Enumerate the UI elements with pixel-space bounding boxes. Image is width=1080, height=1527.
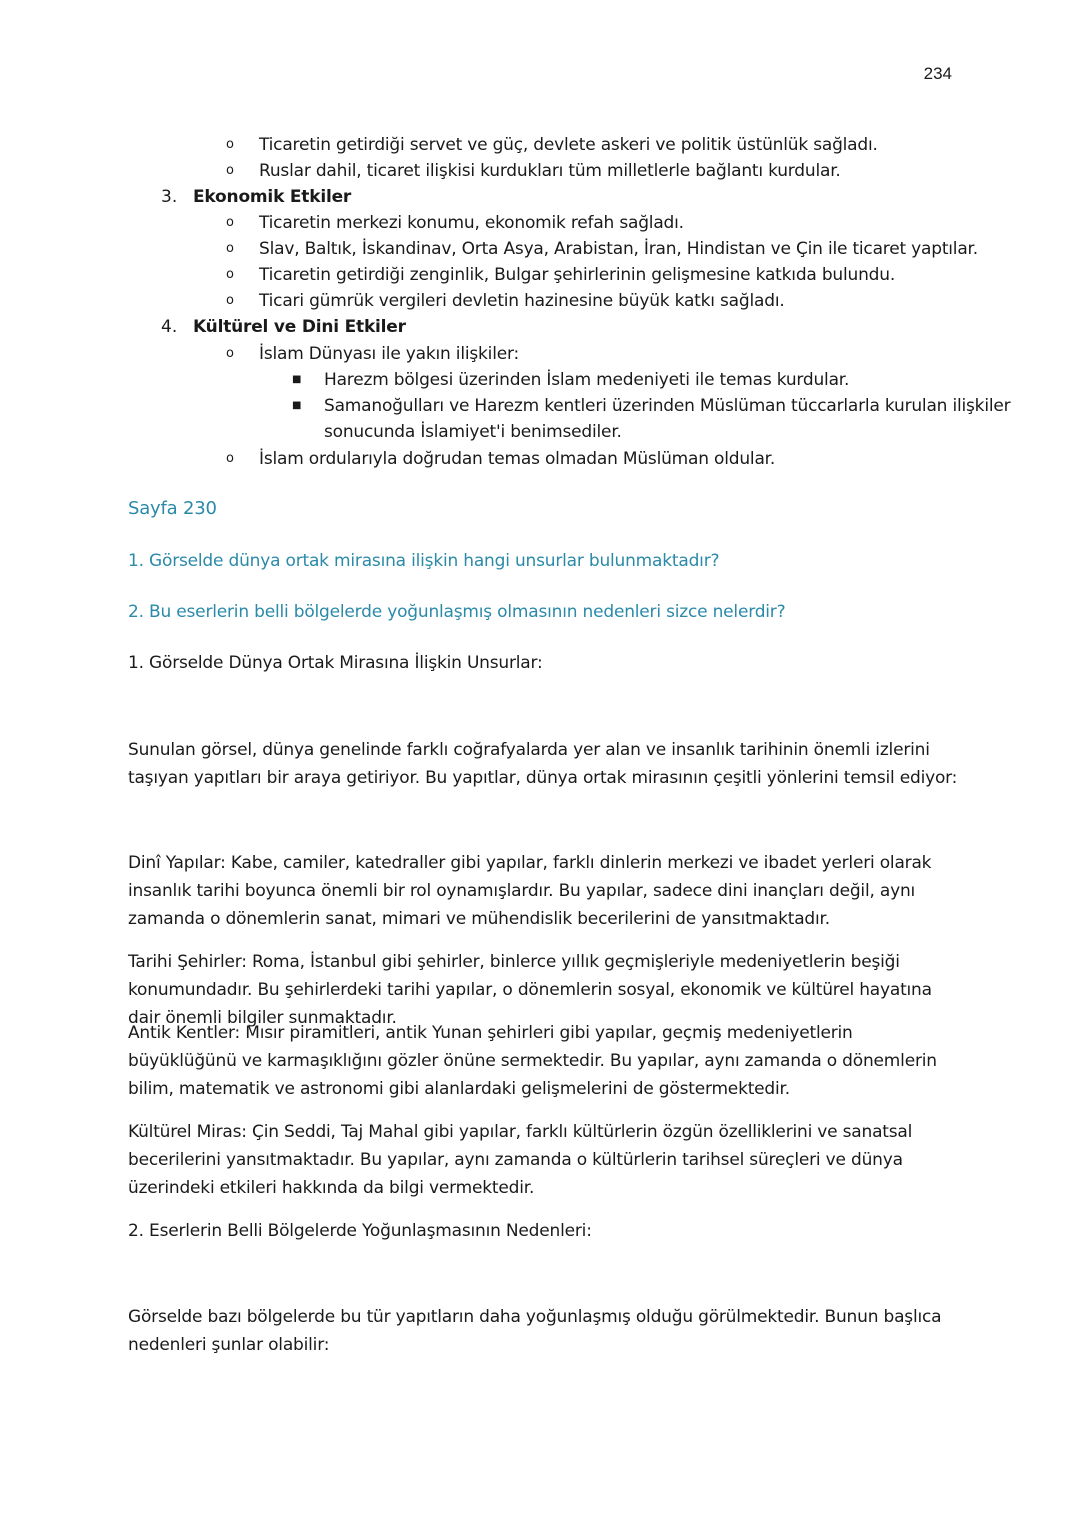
list-item: İslam ordularıyla doğrudan temas olmadan Müslüman oldular. xyxy=(259,449,776,469)
circle-bullet-icon: o xyxy=(226,346,234,361)
question-1: 1. Görselde dünya ortak mirasına ilişkin hangi unsurlar bulunmaktadır? xyxy=(128,551,720,571)
paragraph-tarihi-sehirler: Tarihi Şehirler: Roma, İstanbul gibi şehirler, binlerce yıllık geçmişleriyle medeniyetlerin beşiği konumundadır. Bu şehirlerdeki tarihi yapılar, o dönemlerin sosyal, ekonomik ve kültürel hayatına dair önemli bilgiler sunmaktadır. xyxy=(128,952,932,1028)
section-number: 3. xyxy=(161,187,178,207)
list-item: Slav, Baltık, İskandinav, Orta Asya, Arabistan, İran, Hindistan ve Çin ile ticaret yaptılar. xyxy=(259,239,978,259)
list-item: Ticari gümrük vergileri devletin hazinesine büyük katkı sağladı. xyxy=(259,291,785,311)
section-title: Ekonomik Etkiler xyxy=(193,187,352,207)
list-item: Ticaretin getirdiği zenginlik, Bulgar şehirlerinin gelişmesine katkıda bulundu. xyxy=(259,265,896,285)
square-bullet-icon: ■ xyxy=(292,374,302,385)
list-item: Ruslar dahil, ticaret ilişkisi kurdukları tüm milletlerle bağlantı kurdular. xyxy=(259,161,841,181)
page-number: 234 xyxy=(923,64,952,83)
list-item: Ticaretin merkezi konumu, ekonomik refah sağladı. xyxy=(259,213,684,233)
question-2: 2. Bu eserlerin belli bölgelerde yoğunlaşmış olmasının nedenleri sizce nelerdir? xyxy=(128,602,786,622)
sub-list-item: Harezm bölgesi üzerinden İslam medeniyeti ile temas kurdular. xyxy=(324,370,850,390)
circle-bullet-icon: o xyxy=(226,163,234,178)
page-reference: Sayfa 230 xyxy=(128,498,217,519)
closing-paragraph: Görselde bazı bölgelerde bu tür yapıtların daha yoğunlaşmış olduğu görülmektedir. Bunun başlıca nedenleri şunlar olabilir: xyxy=(128,1307,942,1355)
sub-list-item: Samanoğulları ve Harezm kentleri üzerinden Müslüman tüccarlarla kurulan ilişkiler xyxy=(324,396,1011,416)
circle-bullet-icon: o xyxy=(226,215,234,230)
circle-bullet-icon: o xyxy=(226,267,234,282)
circle-bullet-icon: o xyxy=(226,451,234,466)
sub-list-item-continuation: sonucunda İslamiyet'i benimsediler. xyxy=(324,422,622,442)
answer-1-heading: 1. Görselde Dünya Ortak Mirasına İlişkin Unsurlar: xyxy=(128,653,543,673)
list-item: Ticaretin getirdiği servet ve güç, devlete askeri ve politik üstünlük sağladı. xyxy=(259,135,878,155)
circle-bullet-icon: o xyxy=(226,293,234,308)
circle-bullet-icon: o xyxy=(226,241,234,256)
intro-paragraph: Sunulan görsel, dünya genelinde farklı coğrafyalarda yer alan ve insanlık tarihinin önemli izlerini taşıyan yapıtları bir araya getiriyor. Bu yapıtlar, dünya ortak mirasının çeşitli yönlerini temsil ediyor: xyxy=(128,740,958,788)
paragraph-kulturel-miras: Kültürel Miras: Çin Seddi, Taj Mahal gibi yapılar, farklı kültürlerin özgün özelliklerini ve sanatsal becerilerini yansıtmaktadır. Bu yapılar, aynı zamanda o kültürlerin tarihsel süreçleri ve dünya üzerindeki etkileri hakkında da bilgi vermektedir. xyxy=(128,1122,913,1198)
section-title: Kültürel ve Dini Etkiler xyxy=(193,317,406,337)
section-number: 4. xyxy=(161,317,178,337)
list-item: İslam Dünyası ile yakın ilişkiler: xyxy=(259,344,520,364)
paragraph-antik-kentler: Antik Kentler: Mısır piramitleri, antik Yunan şehirleri gibi yapılar, geçmiş medeniyetlerin büyüklüğünü ve karmaşıklığını gözler önüne sermektedir. Bu yapılar, aynı zamanda o dönemlerin bilim, matematik ve astronomi gibi alanlardaki gelişmelerini de göstermektedir. xyxy=(128,1023,937,1099)
square-bullet-icon: ■ xyxy=(292,400,302,411)
answer-2-heading: 2. Eserlerin Belli Bölgelerde Yoğunlaşmasının Nedenleri: xyxy=(128,1221,592,1241)
circle-bullet-icon: o xyxy=(226,137,234,152)
paragraph-dini-yapilar: Dinî Yapılar: Kabe, camiler, katedraller gibi yapılar, farklı dinlerin merkezi ve ibadet yerleri olarak insanlık tarihi boyunca önemli bir rol oynamışlardır. Bu yapılar, sadece dini inançları değil, aynı zamanda o dönemlerin sanat, mimari ve mühendislik becerilerini de yansıtmaktadır. xyxy=(128,853,932,929)
